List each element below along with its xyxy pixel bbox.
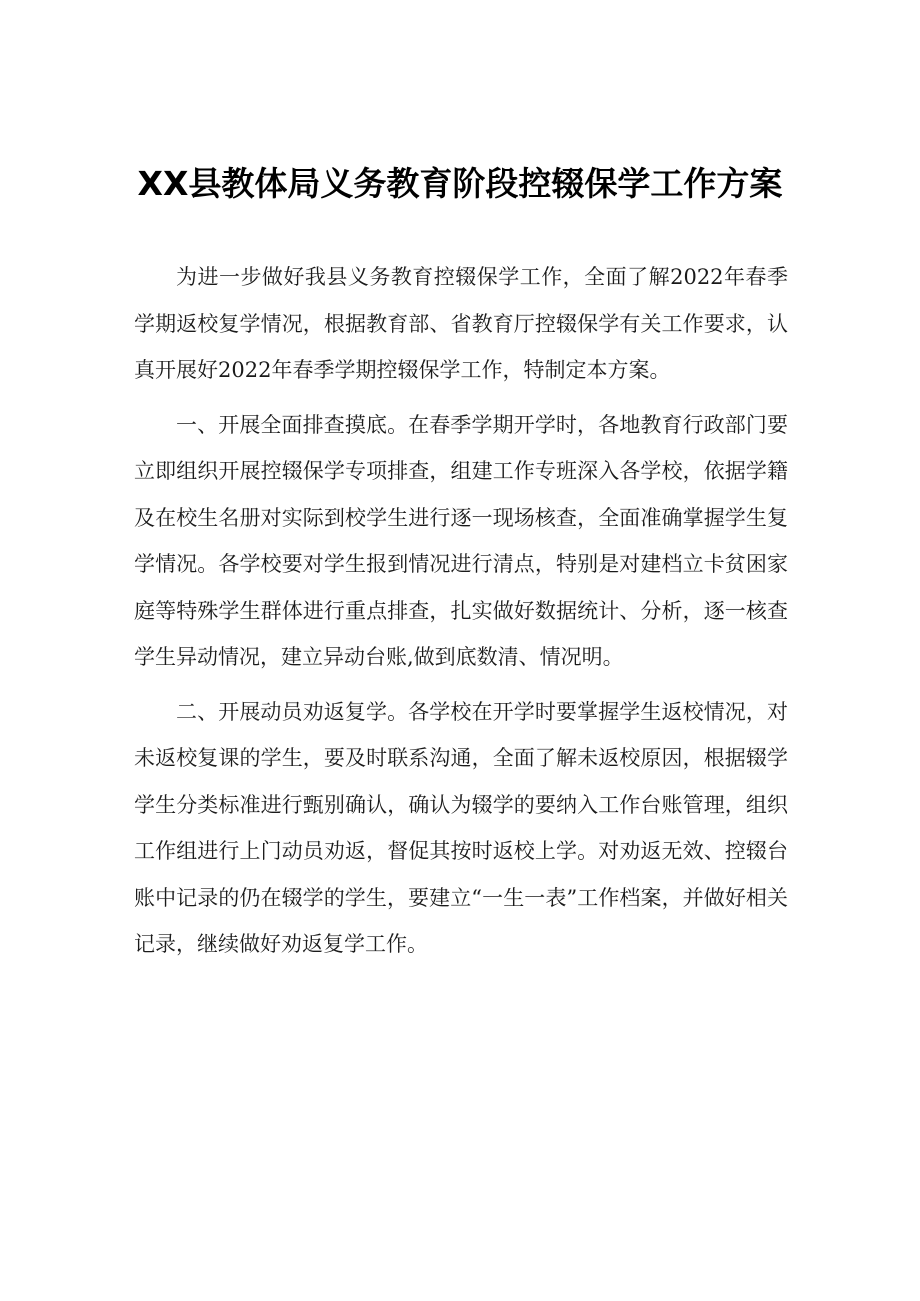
paragraph-section-2: 二、开展动员劝返复学。各学校在开学时要掌握学生返校情况，对未返校复课的学生，要及时联系沟通，全面了解未返校原因，根据辍学学生分类标准进行甄别确认，确认为辍学的要纳入工作台账管理，组织工作组进行上门动员劝返，督促其按时返校上学。对劝返无效、控辍台账中记录的仍在辍学的学生，要建立“一生一表”工作档案，并做好相关记录，继续做好劝返复学工作。 — [134, 699, 788, 956]
document-title: XX县教体局义务教育阶段控辍保学工作方案 — [137, 164, 783, 203]
paragraph-intro: 为进一步做好我县义务教育控辍保学工作，全面了解2022年春季学期返校复学情况，根据教育部、省教育厅控辍保学有关工作要求，认真开展好2022年春季学期控辍保学工作，特制定本方案。 — [134, 265, 788, 382]
paragraph-section-1: 一、开展全面排查摸底。在春季学期开学时，各地教育行政部门要立即组织开展控辍保学专项排查，组建工作专班深入各学校，依据学籍及在校生名册对实际到校学生进行逐一现场核查，全面准确掌握学生复学情况。各学校要对学生报到情况进行清点，特别是对建档立卡贫困家庭等特殊学生群体进行重点排查，扎实做好数据统计、分析，逐一核查学生异动情况，建立异动台账,做到底数清、情况明。 — [134, 412, 788, 669]
document-body — [134, 254, 788, 976]
